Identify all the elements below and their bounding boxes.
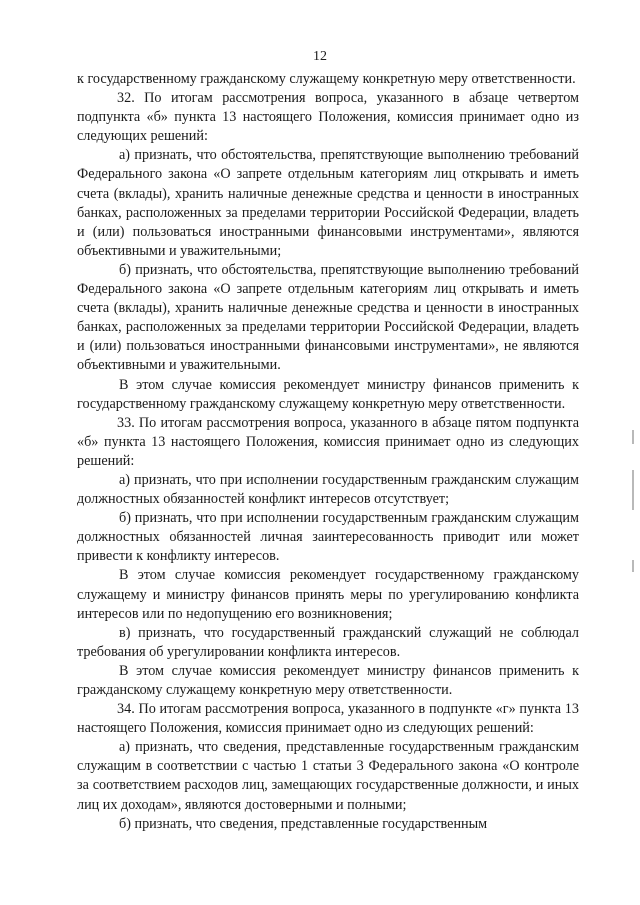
paragraph-32-b: б) признать, что обстоятельства, препятствующие выполнению требований Федерального закона «О запрете отдельным категориям лиц открывать и иметь счета (вклады), хранить наличные денежные средства и ценности в иностранных банках, расположенных за пределами территории Российской Федерации, владеть и (или) пользоваться иностранными финансовыми инструментами», не являются объективными и уважительными.	[77, 261, 579, 374]
paragraph-33-b-recommendation: В этом случае комиссия рекомендует государственному гражданскому служащему и министру финансов принять меры по урегулированию конфликта интересов или по недопущению его возникновения;	[77, 567, 579, 622]
paragraph-33-b: б) признать, что при исполнении государственным гражданским служащим должностных обязанностей личная заинтересованность приводит или может привести к конфликту интересов.	[77, 510, 579, 565]
paragraph-32-a: а) признать, что обстоятельства, препятствующие выполнению требований Федерального закона «О запрете отдельным категориям лиц открывать и иметь счета (вклады), хранить наличные денежные средства и ценности в иностранных банках, расположенных за пределами территории Российской Федерации, владеть и (или) пользоваться иностранными финансовыми инструментами», являются объективными и уважительными;	[77, 147, 579, 259]
document-body	[77, 70, 579, 834]
page-number: 12	[313, 49, 327, 64]
paragraph-item-32: 32. По итогам рассмотрения вопроса, указанного в абзаце четвертом подпункта «б» пункта 13 настоящего Положения, комиссия принимает одно из следующих решений:	[77, 90, 579, 145]
paragraph-continuation: к государственному гражданскому служащему конкретную меру ответственности.	[77, 71, 576, 87]
scan-edge-mark	[632, 560, 634, 572]
paragraph-34-b: б) признать, что сведения, представленные государственным	[119, 815, 488, 832]
scan-edge-mark	[632, 470, 634, 510]
paragraph-33-v-recommendation: В этом случае комиссия рекомендует министру финансов применить к гражданскому служащему конкретную меру ответственности.	[77, 662, 579, 698]
paragraph-item-34: 34. По итогам рассмотрения вопроса, указанного в подпункте «г» пункта 13 настоящего Положения, комиссия принимает одно из следующих решений:	[77, 701, 579, 737]
scan-edge-mark	[632, 430, 634, 444]
paragraph-32-recommendation: В этом случае комиссия рекомендует министру финансов применить к государственному гражданскому служащему конкретную меру ответственности.	[77, 376, 579, 412]
paragraph-33-v: в) признать, что государственный гражданский служащий не соблюдал требования об урегулировании конфликта интересов.	[77, 624, 579, 660]
paragraph-item-33: 33. По итогам рассмотрения вопроса, указанного в абзаце пятом подпункта «б» пункта 13 настоящего Положения, комиссия принимает одно из следующих решений:	[77, 414, 579, 469]
paragraph-33-a: а) признать, что при исполнении государственным гражданским служащим должностных обязанностей конфликт интересов отсутствует;	[77, 471, 579, 508]
paragraph-34-a: а) признать, что сведения, представленные государственным гражданским служащим в соответствии с частью 1 статьи 3 Федерального закона «О контроле за соответствием расходов лиц, замещающих государственные должности, и иных лиц их доходам», являются достоверными и полными;	[77, 739, 579, 813]
